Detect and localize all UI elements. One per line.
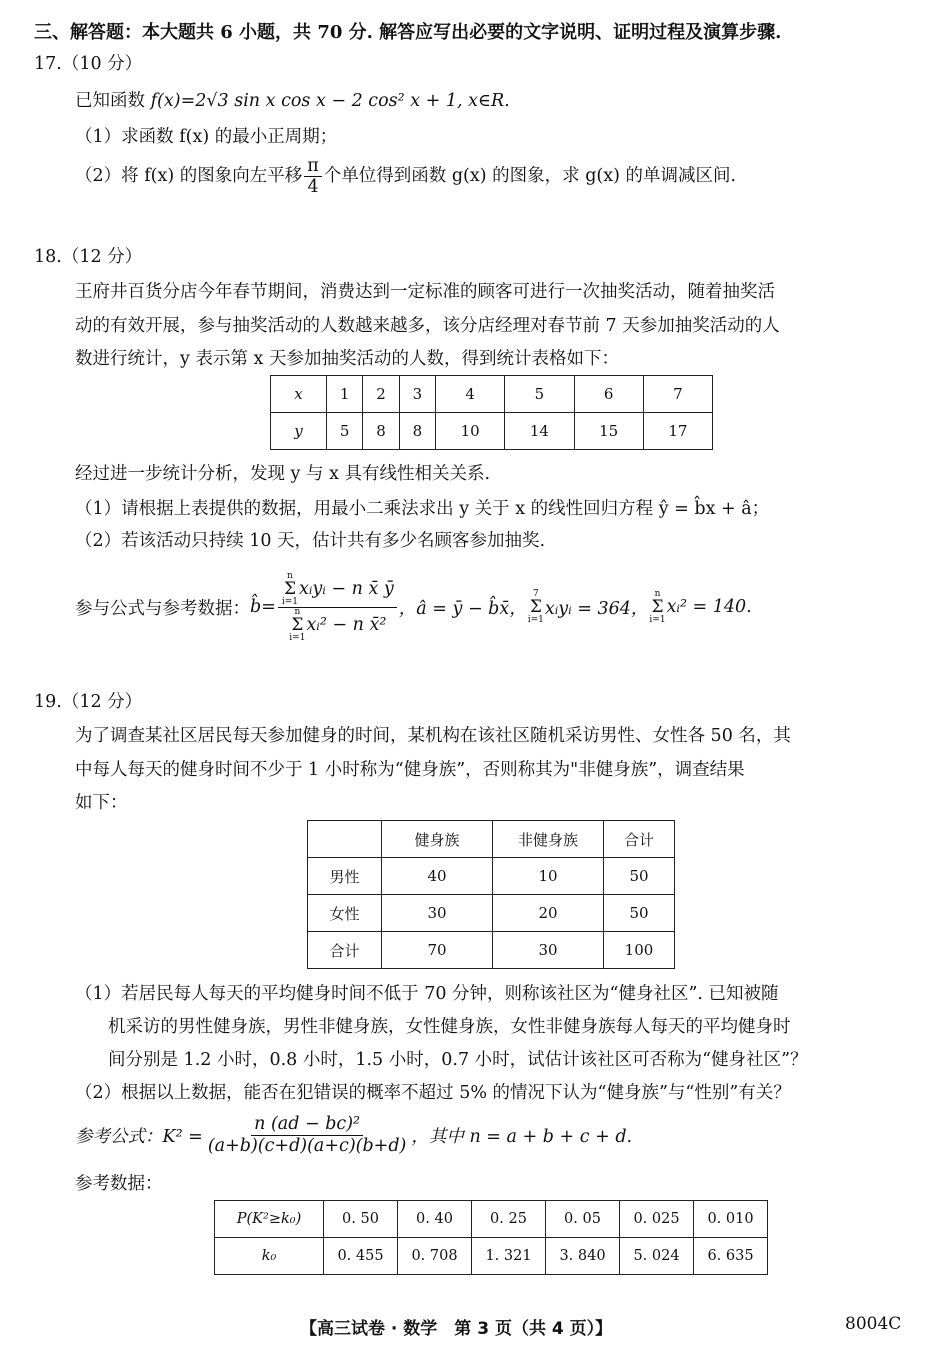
table-cell: 30 xyxy=(382,895,493,932)
sigma-symbol: n Σ i=1 xyxy=(289,606,306,643)
q19-survey-table xyxy=(307,820,675,969)
critical-value-table xyxy=(214,1200,768,1275)
sum-x2-value: xᵢ² = 140. xyxy=(666,597,752,617)
q18-part2: （2）若该活动只持续 10 天，估计共有多少名顾客参加抽奖. xyxy=(75,531,546,551)
table-cell: 0. 010 xyxy=(694,1201,768,1238)
pi-over-4-fraction xyxy=(304,156,322,197)
table-cell xyxy=(308,821,382,858)
formula-prefix: 参考公式：K² = xyxy=(75,1126,203,1147)
table-cell: 0. 05 xyxy=(546,1201,620,1238)
q17-part2-a: （2）将 f(x) 的图象向左平移 xyxy=(75,166,303,187)
table-row xyxy=(271,376,713,413)
table-row xyxy=(215,1201,768,1238)
table-cell: 0. 708 xyxy=(398,1238,472,1275)
q19-part1-line: （1）若居民每人每天的平均健身时间不低于 70 分钟，则称该社区为“健身社区”. 已知被随 xyxy=(75,984,779,1004)
table-cell: 0. 50 xyxy=(324,1201,398,1238)
sum-upper: 7 xyxy=(532,588,539,599)
table-cell: 5 xyxy=(327,413,363,450)
table-cell: 健身族 xyxy=(382,821,493,858)
q17-number: 17.（10 分） xyxy=(34,54,143,74)
k2-fraction xyxy=(205,1114,410,1155)
q17-part2 xyxy=(75,156,736,197)
table-row xyxy=(215,1238,768,1275)
table-row xyxy=(308,858,675,895)
table-cell: 1. 321 xyxy=(472,1238,546,1275)
formula-suffix: ，其中 n = a + b + c + d. xyxy=(411,1126,633,1147)
sum-upper: n xyxy=(654,588,661,599)
sum-xy-value: xᵢyᵢ = 364， xyxy=(544,598,649,619)
table-cell: 2 xyxy=(363,376,399,413)
table-cell: 女性 xyxy=(308,895,382,932)
table-cell: 7 xyxy=(643,376,712,413)
sum-upper: n xyxy=(287,570,293,581)
table-cell: 4 xyxy=(436,376,505,413)
q19-number: 19.（12 分） xyxy=(34,692,143,712)
sum-upper: n xyxy=(294,606,301,617)
table-cell: 100 xyxy=(604,932,675,969)
table-cell: 0. 40 xyxy=(398,1201,472,1238)
table-cell: 3. 840 xyxy=(546,1238,620,1275)
q18-text-line: 动的有效开展，参与抽奖活动的人数越来越多，该分店经理对春节前 7 天参加抽奖活动的人 xyxy=(75,316,780,336)
numerator-expr: xᵢyᵢ − n x̄ ȳ xyxy=(299,578,394,599)
table-cell: 20 xyxy=(493,895,604,932)
q19-reference-formula xyxy=(75,1110,632,1160)
table-cell: 合计 xyxy=(604,821,675,858)
denominator-expr: xᵢ² − n x̄² xyxy=(306,614,387,635)
q17-part2-b: 个单位得到函数 g(x) 的图象，求 g(x) 的单调减区间. xyxy=(323,166,737,187)
q19-part1-line: 间分别是 1.2 小时，0.8 小时，1.5 小时，0.7 小时，试估计该社区可否称为“健身社区”？ xyxy=(108,1050,808,1070)
section-title: 三、解答题：本大题共 6 小题，共 70 分. 解答应写出必要的文字说明、证明过程及演算步骤. xyxy=(34,22,782,43)
table-cell: 50 xyxy=(604,858,675,895)
q17-function: f(x)=2√3 sin x cos x − 2 cos² x + 1, x∈R. xyxy=(150,91,510,111)
b-hat-fraction xyxy=(278,572,397,643)
table-cell: 17 xyxy=(643,413,712,450)
table-cell: 70 xyxy=(382,932,493,969)
exam-code: 8004C xyxy=(845,1314,902,1334)
fraction-denominator xyxy=(285,608,389,643)
page-footer: 【高三试卷 · 数学 第 3 页（共 4 页）】 xyxy=(300,1319,613,1339)
table-cell: y xyxy=(271,413,327,450)
table-cell: 0. 25 xyxy=(472,1201,546,1238)
table-cell: 14 xyxy=(505,413,574,450)
b-hat: b̂= xyxy=(250,597,276,617)
sum-lower: i=1 xyxy=(527,614,544,625)
table-cell: 6. 635 xyxy=(694,1238,768,1275)
fraction-numerator: n (ad − bc)² xyxy=(251,1114,363,1135)
table-cell: 8 xyxy=(363,413,399,450)
formula-prefix: 参与公式与参考数据： xyxy=(75,598,250,619)
table-cell: 非健身族 xyxy=(493,821,604,858)
table-cell: 合计 xyxy=(308,932,382,969)
ref-data-label: 参考数据： xyxy=(75,1174,163,1194)
table-cell: 50 xyxy=(604,895,675,932)
q19-part2: （2）根据以上数据，能否在犯错误的概率不超过 5% 的情况下认为“健身族”与“性别”有关？ xyxy=(75,1083,791,1103)
q18-data-table xyxy=(270,375,713,450)
table-cell: 8 xyxy=(399,413,435,450)
fraction-denominator: 4 xyxy=(307,177,319,198)
table-row xyxy=(271,413,713,450)
q18-text-line: 数进行统计，y 表示第 x 天参加抽奖活动的人数，得到统计表格如下： xyxy=(75,349,619,369)
q18-reference-formula xyxy=(75,567,752,647)
a-hat-formula: ，â = ȳ − b̂x̄， xyxy=(398,598,527,619)
table-cell: 0. 025 xyxy=(620,1201,694,1238)
q19-text-line: 如下： xyxy=(75,793,128,813)
q18-number: 18.（12 分） xyxy=(34,247,143,267)
q17-stem xyxy=(75,87,510,112)
table-cell: 6 xyxy=(574,376,643,413)
sum-lower: i=1 xyxy=(281,596,299,607)
q17-stem-prefix: 已知函数 xyxy=(75,91,145,111)
fraction-denominator: (a+b)(c+d)(a+c)(b+d) xyxy=(207,1135,407,1156)
table-row xyxy=(308,821,675,858)
sum-lower: i=1 xyxy=(289,632,306,643)
table-cell: 15 xyxy=(574,413,643,450)
table-row xyxy=(308,932,675,969)
sigma-symbol: n Σ i=1 xyxy=(281,570,299,607)
table-cell: 3 xyxy=(399,376,435,413)
table-cell: 男性 xyxy=(308,858,382,895)
table-cell: 0. 455 xyxy=(324,1238,398,1275)
table-cell: 5. 024 xyxy=(620,1238,694,1275)
table-row xyxy=(308,895,675,932)
q18-part1: （1）请根据上表提供的数据，用最小二乘法求出 y 关于 x 的线性回归方程 ŷ = b̂x + â； xyxy=(75,499,770,519)
q19-text-line: 中每人每天的健身时间不少于 1 小时称为“健身族”，否则称其为"非健身族”，调查结果 xyxy=(75,760,745,780)
fraction-numerator: π xyxy=(304,156,322,177)
q18-text-line: 王府井百货分店今年春节期间，消费达到一定标准的顾客可进行一次抽奖活动，随着抽奖活 xyxy=(75,282,775,302)
sigma-symbol: 7 Σ i=1 xyxy=(527,588,544,625)
q18-after-text: 经过进一步统计分析，发现 y 与 x 具有线性相关关系. xyxy=(75,464,491,484)
table-cell: 40 xyxy=(382,858,493,895)
table-cell: P(K²≥k₀) xyxy=(215,1201,324,1238)
table-cell: 30 xyxy=(493,932,604,969)
table-cell: k₀ xyxy=(215,1238,324,1275)
table-cell: 5 xyxy=(505,376,574,413)
fraction-numerator xyxy=(278,572,397,608)
q19-text-line: 为了调查某社区居民每天参加健身的时间，某机构在该社区随机采访男性、女性各 50 名，其 xyxy=(75,726,791,746)
table-cell: 10 xyxy=(436,413,505,450)
q17-part1: （1）求函数 f(x) 的最小正周期； xyxy=(75,127,338,147)
sigma-symbol: n Σ i=1 xyxy=(649,588,666,625)
table-cell: 1 xyxy=(327,376,363,413)
q19-part1-line: 机采访的男性健身族，男性非健身族，女性健身族，女性非健身族每人每天的平均健身时 xyxy=(108,1017,791,1037)
table-cell: 10 xyxy=(493,858,604,895)
sum-lower: i=1 xyxy=(649,614,666,625)
table-cell: x xyxy=(271,376,327,413)
